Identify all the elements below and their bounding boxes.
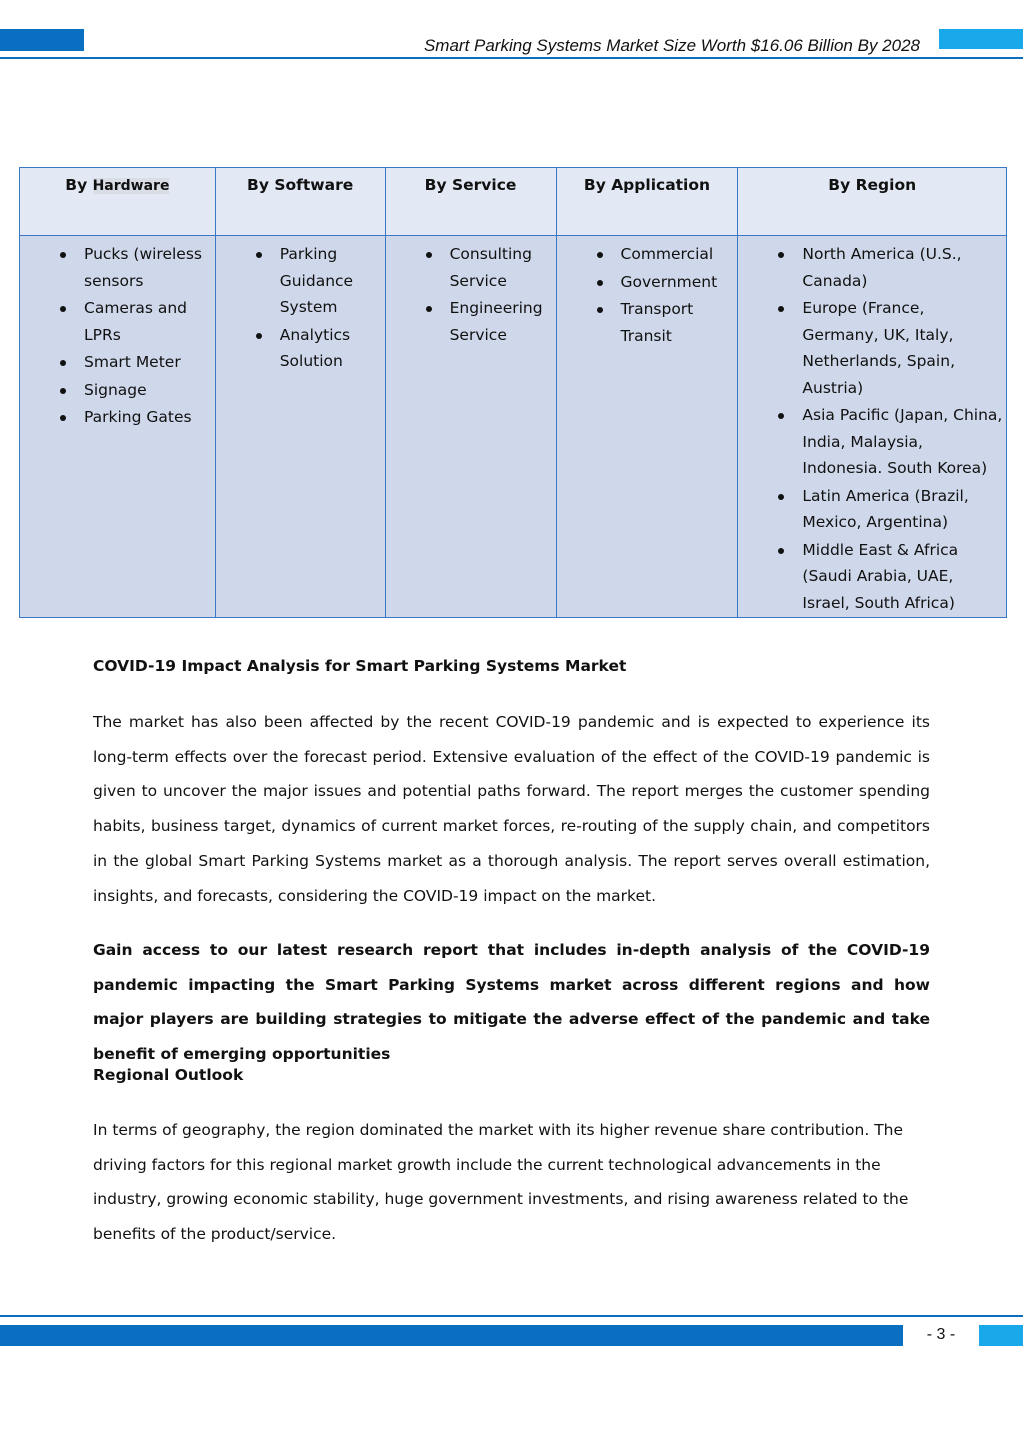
service-list [388, 241, 554, 348]
application-list [559, 241, 736, 349]
table-row [20, 236, 1007, 618]
list-item: Engineering Service [450, 295, 554, 348]
header-by-software: By Software [215, 168, 385, 236]
header-by-application: By Application [556, 168, 738, 236]
header-hardware-prefix: By [65, 176, 88, 194]
list-item: Pucks (wireless sensors [84, 241, 213, 294]
software-cell [215, 236, 385, 618]
list-item: Transport Transit [621, 296, 736, 349]
service-cell [385, 236, 556, 618]
table-header-row [20, 168, 1007, 236]
software-list [218, 241, 383, 375]
covid-heading: COVID-19 Impact Analysis for Smart Parking Systems Market [93, 657, 627, 675]
footer-rule [0, 1315, 1023, 1317]
region-list [740, 241, 1004, 616]
hardware-list [22, 241, 213, 431]
list-item: Government [621, 269, 736, 296]
list-item: Asia Pacific (Japan, China, India, Malaysia, Indonesia. South Korea) [802, 402, 1004, 482]
header-by-service: By Service [385, 168, 556, 236]
header-accent-block-left [0, 29, 84, 51]
list-item: Latin America (Brazil, Mexico, Argentina) [802, 483, 1004, 536]
list-item: North America (U.S., Canada) [802, 241, 1004, 294]
list-item: Smart Meter [84, 349, 213, 376]
header-title: Smart Parking Systems Market Size Worth $16.06 Billion By 2028 [423, 36, 920, 55]
list-item: Parking Gates [84, 404, 213, 431]
page-number: - 3 - [926, 1326, 956, 1343]
region-cell [738, 236, 1007, 618]
header-accent-block-right [939, 29, 1023, 49]
header-by-hardware [20, 168, 216, 236]
list-item: Cameras and LPRs [84, 295, 213, 348]
header-hardware-word: Hardware [92, 178, 170, 194]
segmentation-table [19, 167, 1007, 618]
list-item: Analytics Solution [280, 322, 383, 375]
list-item: Signage [84, 377, 213, 404]
list-item: Europe (France, Germany, UK, Italy, Netherlands, Spain, Austria) [802, 295, 1004, 401]
covid-paragraph: The market has also been affected by the recent COVID-19 pandemic and is expected to experience its long-term effects over the forecast period. Extensive evaluation of the effect of the COVID-19 pandemic is given to uncover the major issues and potential paths forward. The report merges the customer spending habits, business target, dynamics of current market forces, re-routing of the supply chain, and competitors in the global Smart Parking Systems market as a thorough analysis. The report serves overall estimation, insights, and forecasts, considering the COVID-19 impact on the market. [93, 713, 930, 905]
regional-paragraph: In terms of geography, the region dominated the market with its higher revenue share contribution. The driving factors for this regional market growth include the current technological advancements in the industry, growing economic stability, huge government investments, and rising awareness related to the benefits of the product/service. [93, 1121, 909, 1244]
hardware-cell [20, 236, 216, 618]
footer-accent-bar [0, 1325, 903, 1346]
list-item: Middle East & Africa (Saudi Arabia, UAE, Israel, South Africa) [802, 537, 1004, 617]
list-item: Consulting Service [450, 241, 554, 294]
footer-accent-block-right [979, 1325, 1023, 1346]
header-by-region: By Region [738, 168, 1007, 236]
covid-cta-paragraph: Gain access to our latest research report that includes in-depth analysis of the COVID-19 pandemic impacting the Smart Parking Systems market across different regions and how major players are building strategies to mitigate the adverse effect of the pandemic and take benefit of emerging opportunities [93, 941, 930, 1064]
application-cell [556, 236, 738, 618]
header-rule [0, 57, 1023, 59]
regional-heading: Regional Outlook [93, 1066, 244, 1084]
list-item: Commercial [621, 241, 736, 268]
list-item: Parking Guidance System [280, 241, 383, 321]
